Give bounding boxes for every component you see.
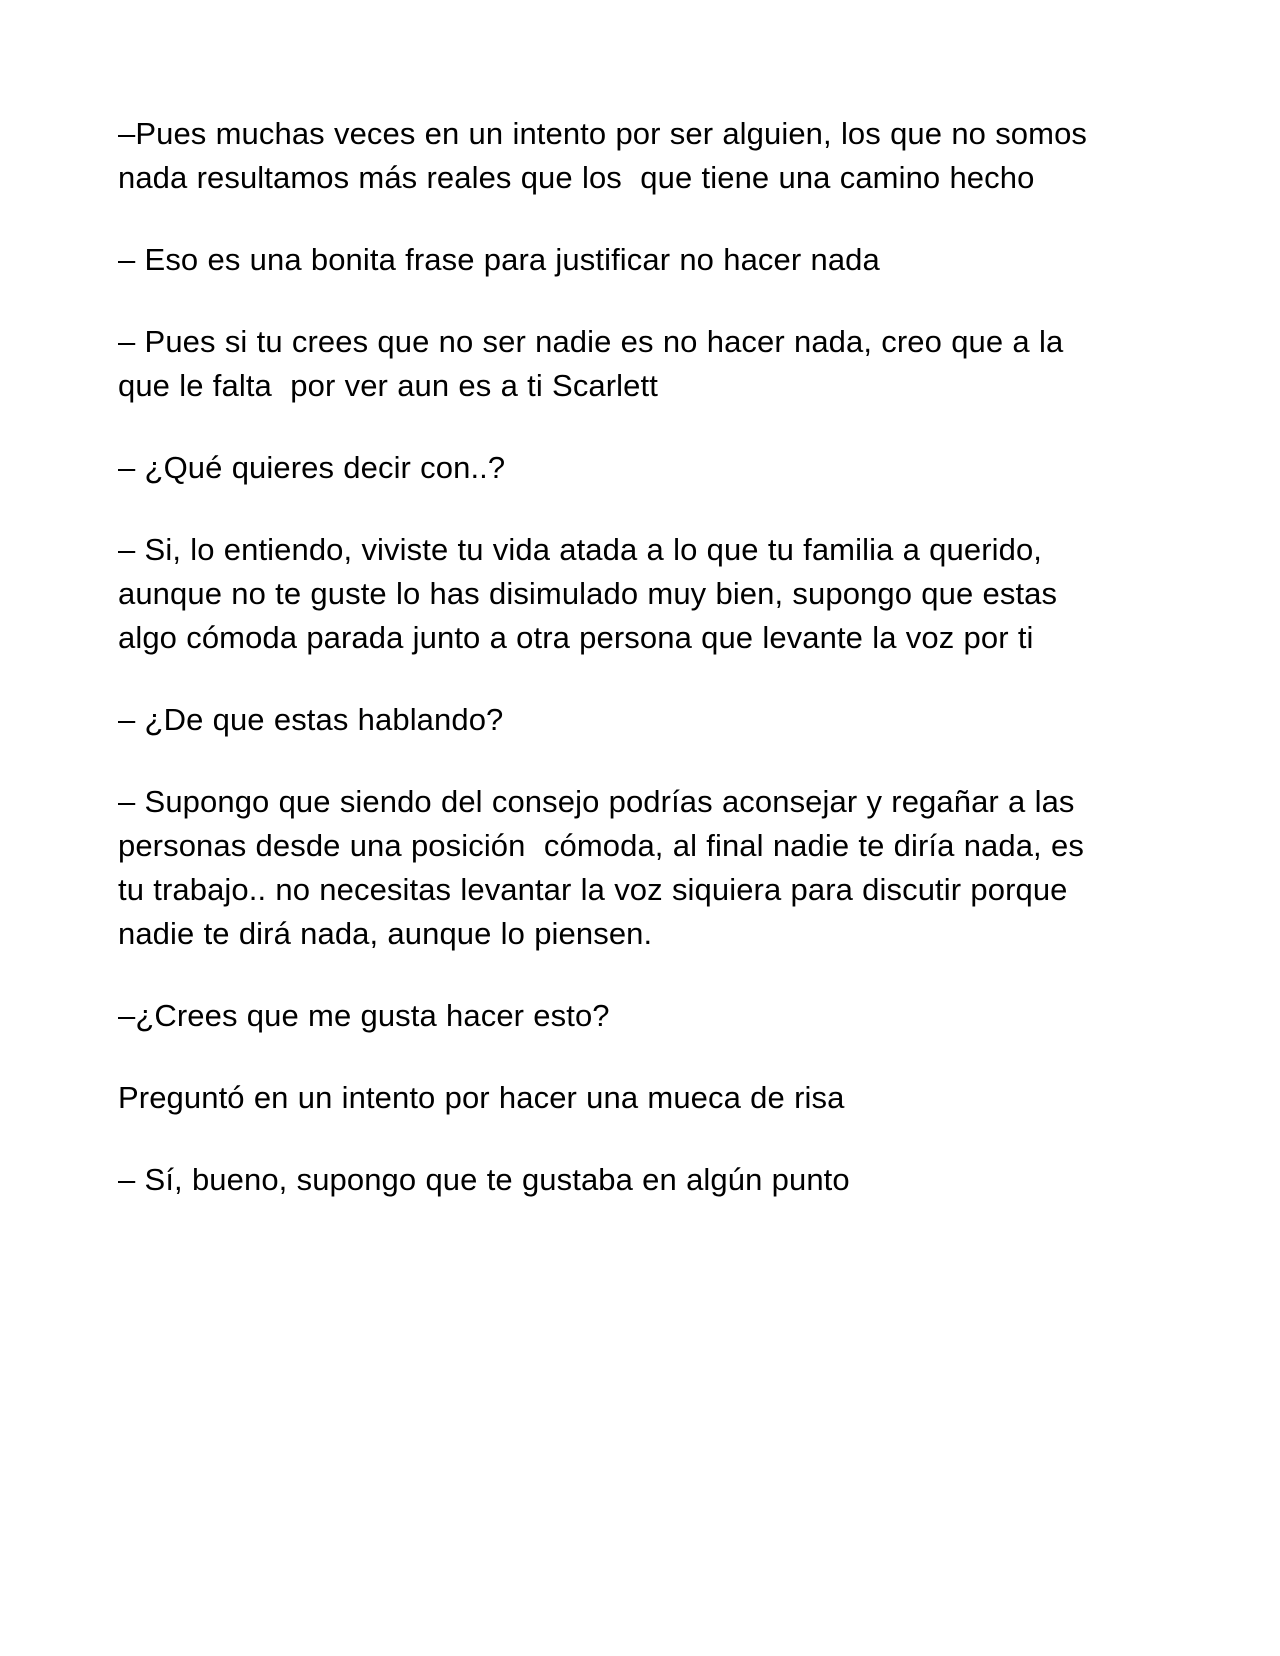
- paragraph: – ¿De que estas hablando?: [118, 702, 504, 738]
- paragraph: – ¿Qué quieres decir con..?: [118, 450, 506, 486]
- document-body: [118, 112, 1162, 1202]
- paragraph: Preguntó en un intento por hacer una mueca de risa: [118, 1080, 845, 1116]
- paragraph: – Supongo que siendo del consejo podrías aconsejar y regañar a las personas desde una posición cómoda, al final nadie te diría nada, es tu trabajo.. no necesitas levantar la voz siquiera para discutir porque nadie te dirá nada, aunque lo piensen.: [118, 784, 1094, 952]
- paragraph: – Eso es una bonita frase para justificar no hacer nada: [118, 242, 880, 278]
- paragraph: – Sí, bueno, supongo que te gustaba en algún punto: [118, 1162, 850, 1198]
- paragraph: – Si, lo entiendo, viviste tu vida atada a lo que tu familia a querido, aunque no te guste lo has disimulado muy bien, supongo que estas algo cómoda parada junto a otra persona que levante la voz por ti: [118, 532, 1067, 656]
- paragraph: –Pues muchas veces en un intento por ser alguien, los que no somos nada resultamos más reales que los que tiene una camino hecho: [118, 116, 1097, 196]
- paragraph: –¿Crees que me gusta hacer esto?: [118, 998, 610, 1034]
- paragraph: – Pues si tu crees que no ser nadie es no hacer nada, creo que a la que le falta por ver aun es a ti Scarlett: [118, 324, 1073, 404]
